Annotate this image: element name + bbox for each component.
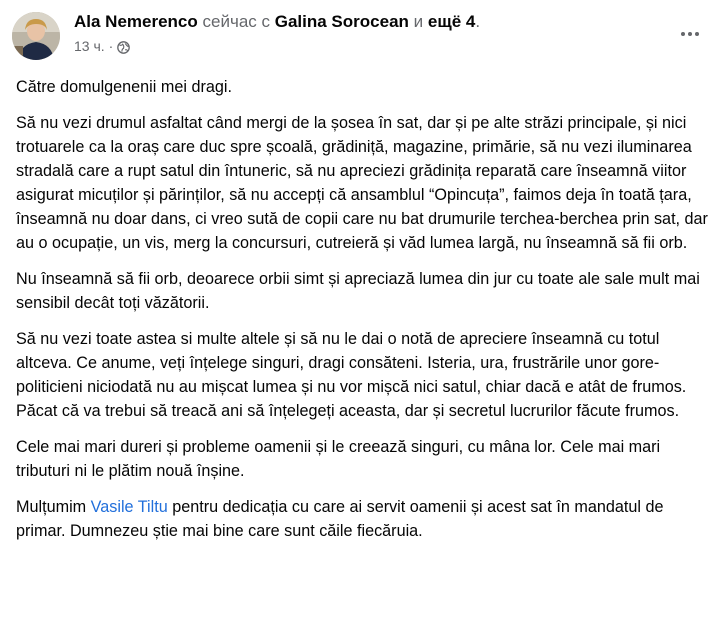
post-meta: [74, 11, 480, 55]
dot: [695, 32, 699, 36]
separator-dot: ·: [108, 38, 114, 54]
paragraph-1: Către domulgenenii mei dragi.: [16, 78, 232, 96]
dot: [681, 32, 685, 36]
and-text: и: [413, 12, 424, 31]
paragraph-6-end: pentru dedicația cu care ai servit oamenii și acest sat în mandatul de primar. Dumnezeu știe mai bine care sunt căile fiecăruia.: [16, 498, 664, 540]
paragraph-4: Să nu vezi toate astea si multe altele și să nu le dai o notă de apreciere înseamnă cu totul altceva. Ce anume, veți înțelege singuri, dragi consăteni. Isteria, ura, frustrările unor gore-politicieni niciodată nu au mișcat lumea și nu vor mișcă nici satul, chiar dacă e atât de frumos. Păcat că va trebui să treacă ani să înțelegeți aceasta, dar și secretul lucrurilor făcute frumos.: [16, 330, 687, 420]
author-name[interactable]: Ala Nemerenco: [74, 12, 198, 31]
more-options-icon[interactable]: [672, 21, 708, 47]
avatar[interactable]: [12, 12, 60, 60]
avatar-image: [12, 12, 60, 60]
globe-icon: [117, 40, 130, 53]
tagged-others-link[interactable]: ещё 4: [427, 12, 476, 31]
post-body: [16, 75, 716, 555]
tagged-person-name[interactable]: Galina Sorocean: [274, 12, 409, 31]
paragraph-2: Să nu vezi drumul asfaltat când mergi de la șosea în sat, dar și pe alte străzi principale, și nici trotuarele ca la oraș care duc spre școală, grădiniță, magazine, primărie, să nu vezi iluminarea stradală care a rupt satul din întuneric, să nu apreciezi grădinița reparată care înseamnă viitor asigurat micuților și părinților, să nu accepți că ansamblul “Opincuța”, faimos deja în toată țara, înseamnă nu doar dans, ci vreo sută de copii care nu bat drumurile terchea-berchea prin sat, dar au o ocupație, un vis, merg la concursuri, cutreieră și văd lumea largă, nu înseamnă să fii orb.: [16, 114, 708, 252]
paragraph-6: [16, 495, 716, 543]
post-timestamp[interactable]: 13 ч.: [74, 38, 105, 54]
dot: [688, 32, 692, 36]
post-header: [12, 11, 712, 61]
post-subline: [74, 37, 480, 55]
title-period: .: [475, 12, 481, 31]
paragraph-3: Nu înseamnă să fii orb, deoarece orbii simt și apreciază lumea din jur cu toate ale sale mult mai sensibil decât toți văzătorii.: [16, 270, 700, 312]
paragraph-6-start: Mulțumim: [16, 498, 91, 516]
paragraph-5: Cele mai mari dureri și probleme oamenii și le creează singuri, cu mâna lor. Cele mai mari tributuri ni le plătim nouă înșine.: [16, 438, 661, 480]
post-title-line: [74, 11, 480, 33]
with-text: сейчас с: [202, 12, 271, 31]
mention-link[interactable]: Vasile Tiltu: [90, 498, 168, 516]
